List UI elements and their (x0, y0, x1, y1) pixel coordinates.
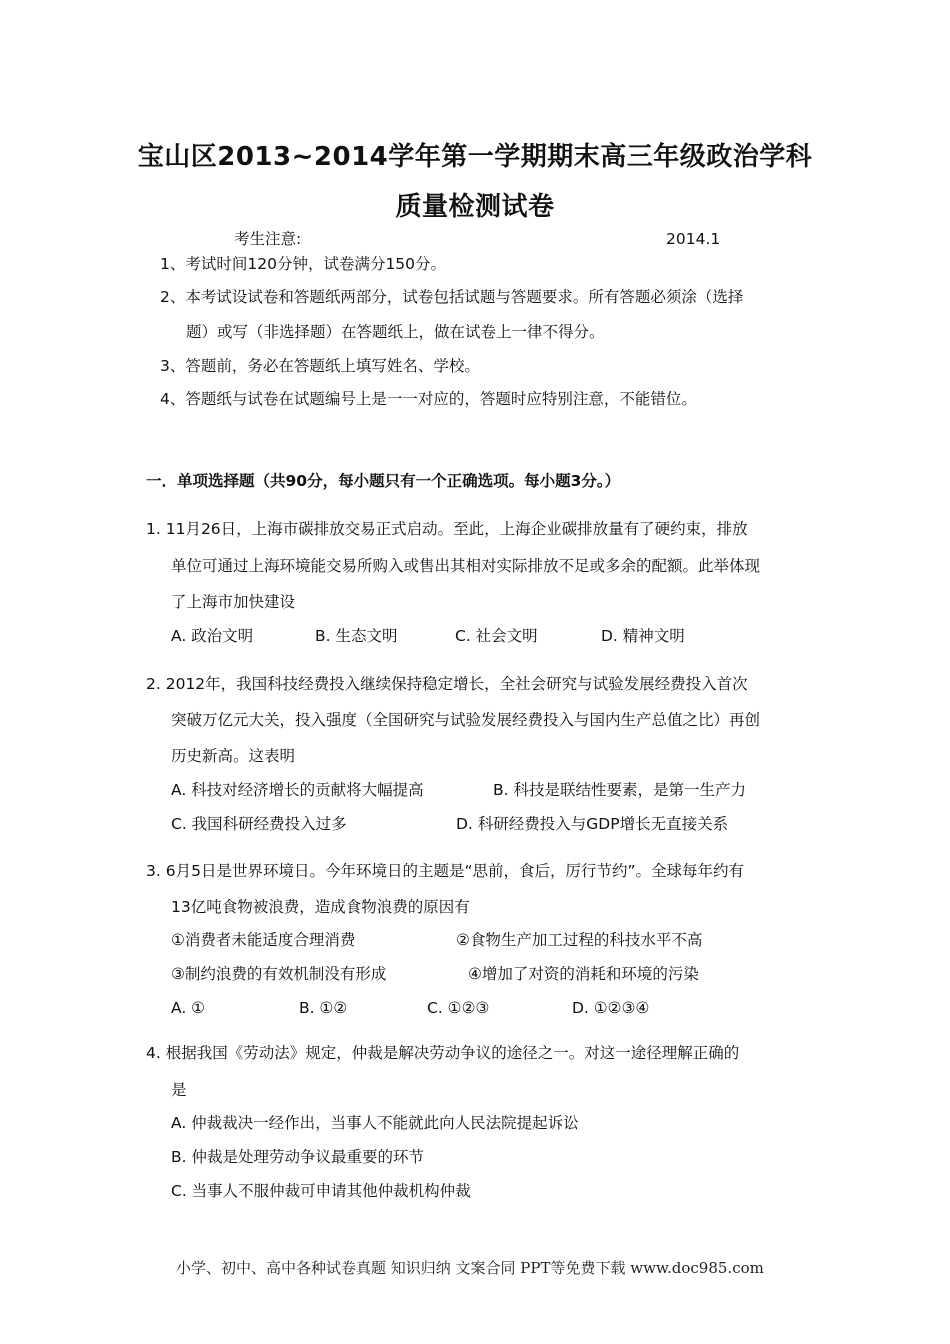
q3-line-2: 13亿吨食物被浪费，造成食物浪费的原因有 (171, 898, 470, 916)
exam-date: 2014.1 (666, 230, 721, 248)
q2-option-d: D. 科研经费投入与GDP增长无直接关系 (456, 815, 729, 833)
notice-item-3: 3、答题前，务必在答题纸上填写姓名、学校。 (160, 357, 480, 375)
q3-statement-1: ①消费者未能适度合理消费 (171, 931, 356, 949)
notice-label: 考生注意: (234, 230, 302, 248)
q3-statement-4: ④增加了对资的消耗和环境的污染 (468, 965, 699, 983)
q1-option-c: C. 社会文明 (455, 627, 538, 645)
q1-line-1: 1. 11月26日，上海市碳排放交易正式启动。至此，上海企业碳排放量有了硬约束，排放 (146, 520, 748, 538)
q3-statement-3: ③制约浪费的有效机制没有形成 (171, 965, 387, 983)
q4-option-c: C. 当事人不服仲裁可申请其他仲裁机构仲裁 (171, 1182, 471, 1200)
footer-watermark: 小学、初中、高中各种试卷真题 知识归纳 文案合同 PPT等免费下载 www.doc985.com (176, 1259, 764, 1277)
notice-item-1: 1、考试时间120分钟，试卷满分150分。 (160, 255, 447, 273)
notice-item-4: 4、答题纸与试卷在试题编号上是一一对应的，答题时应特别注意，不能错位。 (160, 390, 697, 408)
q4-option-a: A. 仲裁裁决一经作出，当事人不能就此向人民法院提起诉讼 (171, 1114, 579, 1132)
q3-option-c: C. ①②③ (427, 999, 490, 1017)
q4-line-1: 4. 根据我国《劳动法》规定，仲裁是解决劳动争议的途径之一。对这一途径理解正确的 (146, 1044, 740, 1062)
q3-option-b: B. ①② (299, 999, 348, 1017)
q3-line-1: 3. 6月5日是世界环境日。今年环境日的主题是“思前，食后，厉行节约”。全球每年约有 (146, 862, 745, 880)
q2-option-b: B. 科技是联结性要素，是第一生产力 (493, 781, 746, 799)
q2-option-a: A. 科技对经济增长的贡献将大幅提高 (171, 781, 424, 799)
q3-statement-2: ②食物生产加工过程的科技水平不高 (456, 931, 703, 949)
q1-option-a: A. 政治文明 (171, 627, 254, 645)
q4-option-b: B. 仲裁是处理劳动争议最重要的环节 (171, 1148, 424, 1166)
q2-line-3: 历史新高。这表明 (171, 747, 296, 765)
notice-item-2-cont: 题）或写（非选择题）在答题纸上，做在试卷上一律不得分。 (186, 323, 605, 341)
section-heading: 一．单项选择题（共90分，每小题只有一个正确选项。每小题3分。） (146, 472, 621, 490)
notice-item-2: 2、本考试设试卷和答题纸两部分，试卷包括试题与答题要求。所有答题必须涂（选择 (160, 288, 744, 306)
exam-title-line2: 质量检测试卷 (395, 192, 555, 222)
q2-option-c: C. 我国科研经费投入过多 (171, 815, 347, 833)
exam-title-line1: 宝山区2013~2014学年第一学期期末高三年级政治学科 (137, 142, 813, 172)
q4-line-2: 是 (171, 1081, 187, 1099)
q1-option-b: B. 生态文明 (315, 627, 398, 645)
q2-line-2: 突破万亿元大关，投入强度（全国研究与试验发展经费投入与国内生产总值之比）再创 (171, 711, 761, 729)
q1-line-3: 了上海市加快建设 (171, 593, 296, 611)
q2-line-1: 2. 2012年，我国科技经费投入继续保持稳定增长，全社会研究与试验发展经费投入首次 (146, 675, 748, 693)
q1-option-d: D. 精神文明 (601, 627, 685, 645)
q3-option-a: A. ① (171, 999, 206, 1017)
q3-option-d: D. ①②③④ (572, 999, 650, 1017)
q1-line-2: 单位可通过上海环境能交易所购入或售出其相对实际排放不足或多余的配额。此举体现 (171, 557, 761, 575)
